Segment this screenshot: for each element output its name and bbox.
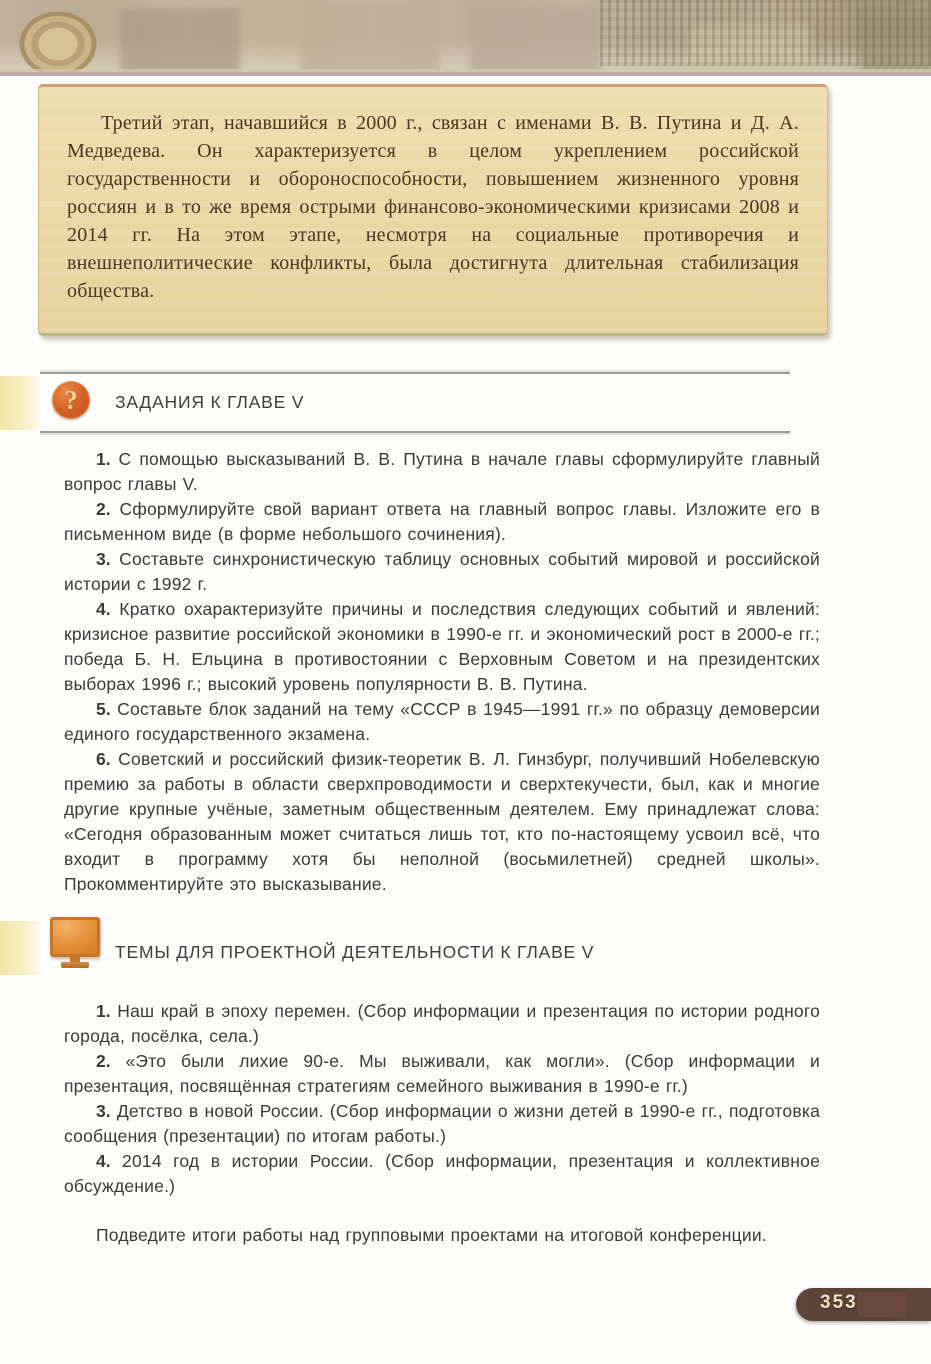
task-text: С помощью высказываний В. В. Путина в начале главы сформулируйте главный вопрос главы V. bbox=[64, 449, 820, 494]
project-number: 2. bbox=[96, 1051, 111, 1071]
project-text: Наш край в эпоху перемен. (Сбор информации и презентация по истории родного города, посёлка, села.) bbox=[64, 1001, 820, 1046]
tasks-section-header bbox=[40, 372, 790, 433]
project-item bbox=[64, 1049, 820, 1099]
project-item bbox=[64, 1099, 820, 1149]
page-number-badge bbox=[796, 1288, 931, 1321]
task-item bbox=[64, 447, 820, 497]
task-number: 1. bbox=[96, 449, 111, 469]
task-number: 5. bbox=[96, 699, 111, 719]
task-number: 6. bbox=[96, 749, 111, 769]
monitor-base bbox=[61, 962, 89, 968]
project-text: 2014 год в истории России. (Сбор информации, презентация и коллективное обсуждение.) bbox=[64, 1151, 820, 1196]
task-text: Сформулируйте свой вариант ответа на главный вопрос главы. Изложите его в письменном виде (в форме небольшого сочинения). bbox=[64, 499, 821, 544]
project-text: «Это были лихие 90-е. Мы выживали, как могли». (Сбор информации и презентация, посвящённая стратегиям семейного выживания в 1990-е гг.) bbox=[64, 1051, 821, 1096]
question-mark-icon: ? bbox=[52, 381, 90, 419]
task-text: Составьте блок заданий на тему «СССР в 1945—1991 гг.» по образцу демоверсии единого государственного экзамена. bbox=[64, 699, 821, 744]
collage-fragment bbox=[470, 4, 600, 76]
task-item bbox=[64, 547, 820, 597]
collage-fragment bbox=[300, 0, 440, 76]
task-item bbox=[64, 497, 820, 547]
project-text: Детство в новой России. (Сбор информации о жизни детей в 1990-е гг., подготовка сообщения (презентации) по итогам работы.) bbox=[64, 1101, 820, 1146]
tasks-list bbox=[64, 447, 820, 897]
page-badge-patch bbox=[858, 1292, 906, 1317]
collage-medallion bbox=[8, 2, 108, 76]
projects-list bbox=[64, 999, 820, 1248]
task-item bbox=[64, 747, 820, 897]
task-text: Кратко охарактеризуйте причины и последствия следующих событий и явлений: кризисное развитие российской экономики в 1990-е гг. и экономический рост в 2000-е гг.; победа Б. Н. Ельцина в противостоянии с Верховным Советом и на президентских выборах 1996 г.; высокий уровень популярности В. В. Путина. bbox=[64, 599, 821, 694]
monitor-screen bbox=[50, 917, 100, 957]
projects-section-title: ТЕМЫ ДЛЯ ПРОЕКТНОЙ ДЕЯТЕЛЬНОСТИ К ГЛАВЕ V bbox=[115, 942, 595, 962]
project-number: 4. bbox=[96, 1151, 111, 1171]
project-number: 3. bbox=[96, 1101, 111, 1121]
side-band-decoration bbox=[0, 376, 44, 430]
project-item bbox=[64, 1149, 820, 1199]
side-band-decoration bbox=[0, 921, 44, 975]
projects-footer-note: Подведите итоги работы над групповыми проектами на итоговой конференции. bbox=[96, 1225, 767, 1245]
task-number: 3. bbox=[96, 549, 111, 569]
task-item bbox=[64, 697, 820, 747]
intro-box bbox=[38, 84, 828, 336]
intro-text: Третий этап, начавшийся в 2000 г., связан с именами В. В. Путина и Д. А. Медведева. Он характеризуется в целом укреплением российской государственности и обороноспособности, повышением жизненного уровня россиян и в то же время острыми финансово-экономическими кризисами 2008 и 2014 гг. На этом этапе, несмотря на социальные противоречия и внешнеполитические конфликты, была достигнута длительная стабилизация общества. bbox=[67, 112, 799, 302]
collage-fragment bbox=[120, 8, 240, 76]
task-number: 4. bbox=[96, 599, 111, 619]
task-text: Составьте синхронистическую таблицу основных событий мировой и российской истории с 1992 г. bbox=[64, 549, 820, 594]
project-item bbox=[64, 999, 820, 1049]
page-number: 353 bbox=[820, 1292, 858, 1313]
header-collage bbox=[0, 0, 931, 76]
project-number: 1. bbox=[96, 1001, 111, 1021]
tasks-section-title: ЗАДАНИЯ К ГЛАВЕ V bbox=[115, 392, 305, 412]
collage-buildings-texture bbox=[600, 0, 931, 66]
monitor-icon bbox=[50, 917, 100, 968]
task-number: 2. bbox=[96, 499, 111, 519]
task-item bbox=[64, 597, 820, 697]
projects-section-header bbox=[40, 917, 790, 985]
collage-divider-line bbox=[0, 69, 931, 72]
task-text: Советский и российский физик-теоретик В. Л. Гинзбург, получивший Нобелевскую премию за работы в области сверхпроводимости и сверхтекучести, был, как и многие другие крупные учёные, заметным общественным деятелем. Ему принадлежат слова: «Сегодня образованным может считаться лишь тот, кто по-настоящему усвоил всё, что входит в программу хотя бы неполной (восьмилетней) средней школы». Прокомментируйте это высказывание. bbox=[64, 749, 821, 894]
